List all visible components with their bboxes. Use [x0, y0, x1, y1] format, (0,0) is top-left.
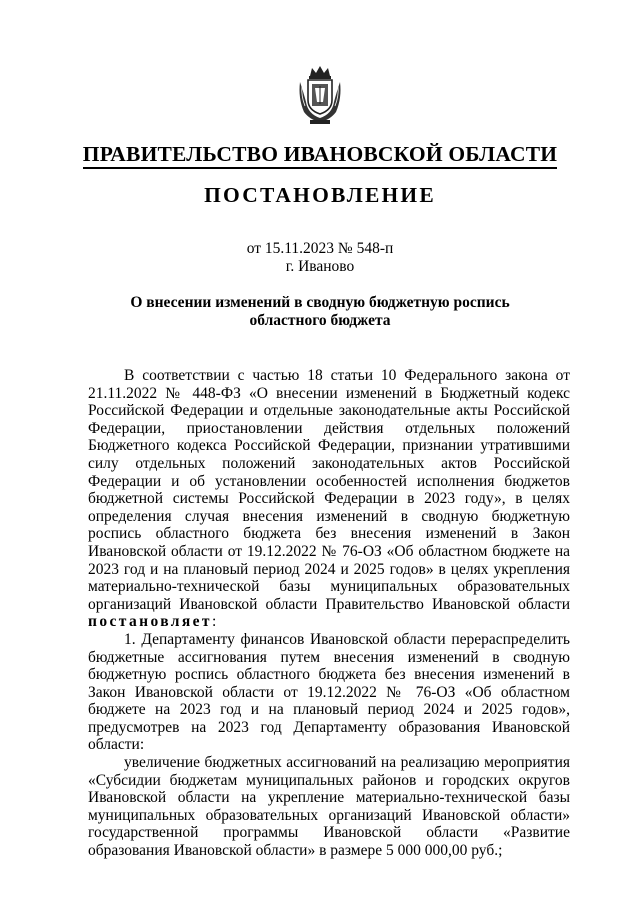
resolves-paragraph — [88, 613, 570, 631]
organization-title-text: ПРАВИТЕЛЬСТВО ИВАНОВСКОЙ ОБЛАСТИ — [83, 142, 557, 169]
document-type: ПОСТАНОВЛЕНИЕ — [204, 183, 436, 207]
resolves-colon: : — [211, 613, 217, 631]
document-city: г. Иваново — [285, 258, 355, 275]
coat-of-arms-icon — [296, 64, 344, 126]
item-1-paragraph: 1. Департаменту финансов Ивановской области перераспределить бюджетные ассигнования путем внесения изменений в сводную бюджетную роспись областного бюджета без внесения изменений в Закон Ивановской области от 19.12.2022 № 76-ОЗ «Об областном бюджете на 2023 год и на плановый период 2024 и 2025 годов», предусмотрев на 2023 год Департаменту образования Ивановской области: — [88, 630, 570, 754]
document-meta — [0, 240, 640, 276]
item-1-subparagraph: увеличение бюджетных ассигнований на реализацию мероприятия «Субсидии бюджетам муниципальных районов и городских округов Ивановской области на укрепление материально-технической базы муниципальных образовательных организаций Ивановской области» государственной программы Ивановской области «Развитие образования Ивановской области» в размере 5 000 000,00 руб.; — [88, 754, 570, 860]
document-body — [88, 367, 570, 860]
document-date-number: от 15.11.2023 № 548-п — [246, 240, 394, 257]
resolves-word: постановляет — [88, 613, 212, 631]
organization-title — [0, 142, 640, 167]
preamble-paragraph: В соответствии с частью 18 статьи 10 Федерального закона от 21.11.2022 № 448-ФЗ «О внесении изменений в Бюджетный кодекс Российской Федерации и отдельные законодательные акты Российской Федерации, приостановлении действия отдельных положений Бюджетного кодекса Российской Федерации, признании утратившими силу отдельных положений законодательных актов Российской Федерации и об установлении особенностей исполнения бюджетов бюджетной системы Российской Федерации в 2023 году», в целях определения случая внесения изменений в сводную бюджетную роспись областного бюджета без внесения изменений в Закон Ивановской области от 19.12.2022 № 76-ОЗ «Об областном бюджете на 2023 год и на плановый период 2024 и 2025 годов» в целях укрепления материально-технической базы муниципальных образовательных организаций Ивановской области Правительство Ивановской области — [88, 367, 570, 613]
subject-line-2: областного бюджета — [249, 312, 391, 329]
document-subject — [0, 294, 640, 330]
subject-line-1: О внесении изменений в сводную бюджетную роспись — [130, 294, 510, 311]
